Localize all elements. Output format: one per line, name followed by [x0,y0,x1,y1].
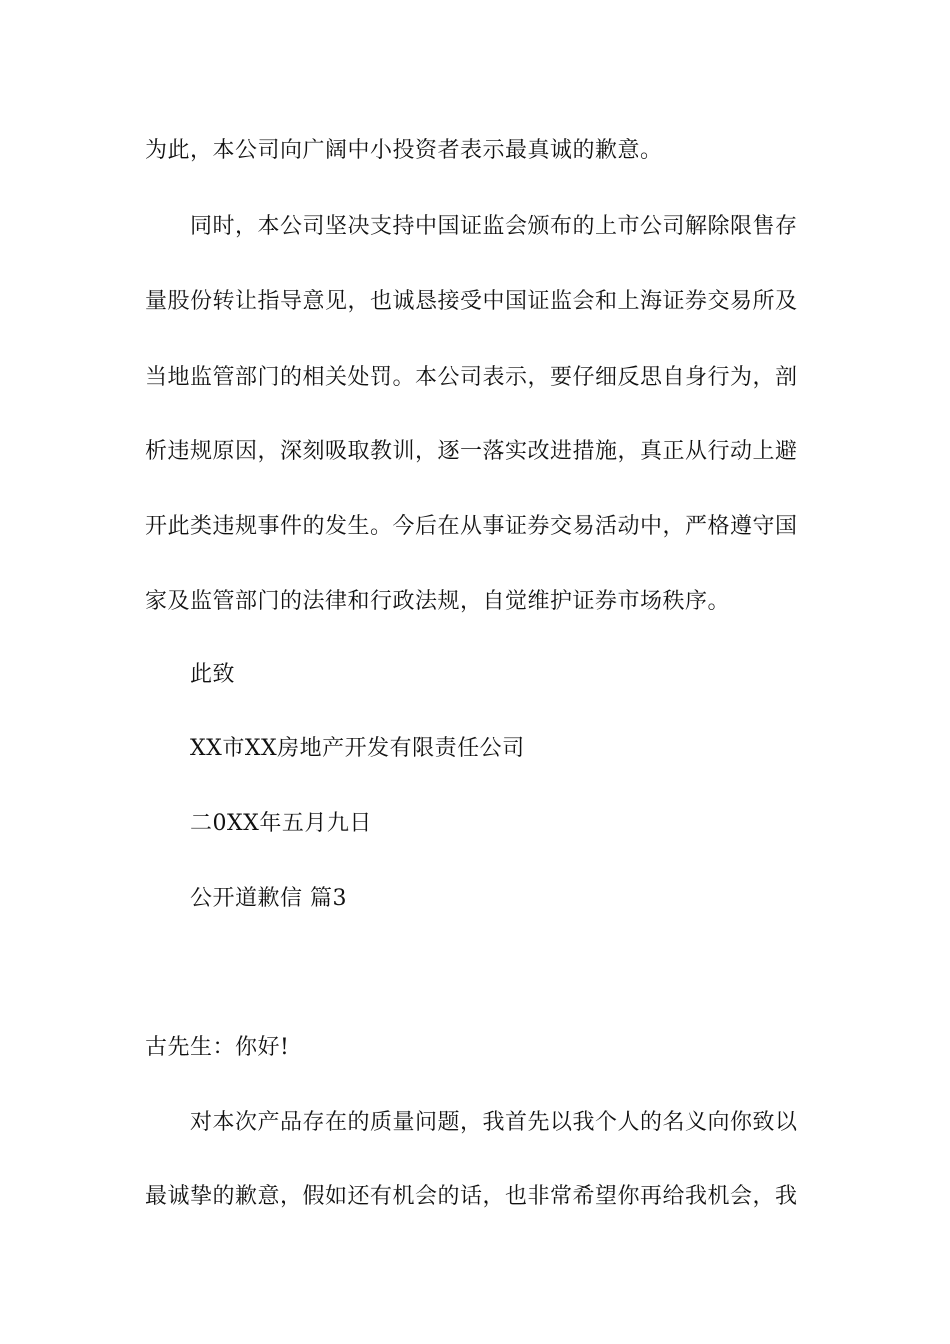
company-name: XX市XX房地产开发有限责任公司 [190,736,525,761]
paragraph-line-1: 为此，本公司向广阔中小投资者表示最真诚的歉意。 [145,138,663,163]
paragraph-line-8: 对本次产品存在的质量问题，我首先以我个人的名义向你致以 [190,1110,798,1135]
paragraph-line-2: 同时，本公司坚决支持中国证监会颁布的上市公司解除限售存 [190,214,798,239]
paragraph-line-4: 当地监管部门的相关处罚。本公司表示，要仔细反思自身行为，剖 [145,365,798,390]
section-heading: 公开道歉信 篇3 [190,886,347,911]
closing-salutation: 此致 [190,662,236,687]
paragraph-line-5: 析违规原因，深刻吸取教训，逐一落实改进措施，真正从行动上避 [145,439,798,464]
paragraph-line-3: 量股份转让指导意见，也诚恳接受中国证监会和上海证券交易所及 [145,289,798,314]
paragraph-line-7: 家及监管部门的法律和行政法规，自觉维护证券市场秩序。 [145,589,731,614]
paragraph-line-9: 最诚挚的歉意，假如还有机会的话，也非常希望你再给我机会，我 [145,1184,798,1209]
paragraph-line-6: 开此类违规事件的发生。今后在从事证券交易活动中，严格遵守国 [145,514,798,539]
greeting-line: 古先生：你好! [145,1035,290,1060]
letter-date: 二0XX年五月九日 [190,811,372,836]
